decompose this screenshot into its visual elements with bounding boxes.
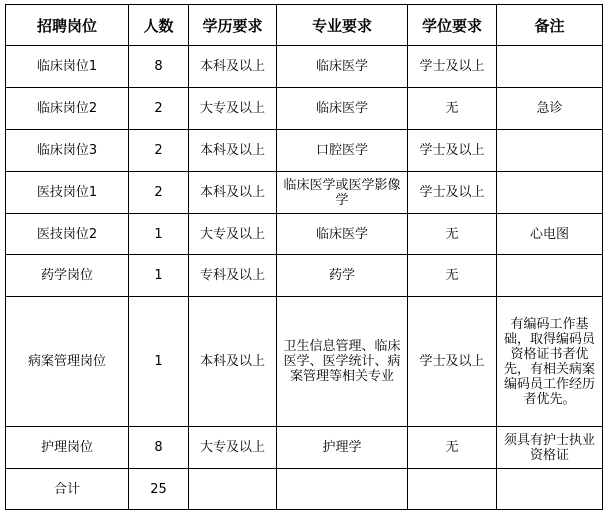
cell-note: 有编码工作基础，取得编码员资格证书者优先，有相关病案编码员工作经历者优先。: [497, 297, 603, 427]
total-empty-cell: [408, 469, 497, 510]
total-count: 25: [129, 469, 189, 510]
cell-note: 急诊: [497, 88, 603, 130]
header-major: 专业要求: [277, 5, 408, 46]
cell-major: 药学: [277, 255, 408, 297]
cell-post: 临床岗位1: [6, 46, 129, 88]
cell-post: 病案管理岗位: [6, 297, 129, 427]
cell-post: 医技岗位2: [6, 214, 129, 255]
cell-major: 临床医学: [277, 88, 408, 130]
cell-note: 须具有护士执业资格证: [497, 427, 603, 469]
total-empty-cell: [277, 469, 408, 510]
cell-post: 医技岗位1: [6, 172, 129, 214]
cell-count: 2: [129, 172, 189, 214]
cell-post: 临床岗位3: [6, 130, 129, 172]
cell-note: [497, 130, 603, 172]
cell-major: 卫生信息管理、临床医学、医学统计、病案管理等相关专业: [277, 297, 408, 427]
cell-degree: 学士及以上: [408, 172, 497, 214]
cell-degree: 学士及以上: [408, 297, 497, 427]
cell-count: 1: [129, 297, 189, 427]
cell-education: 本科及以上: [189, 46, 277, 88]
cell-major: 临床医学: [277, 214, 408, 255]
recruitment-table: [5, 4, 603, 510]
cell-major: 护理学: [277, 427, 408, 469]
header-education: 学历要求: [189, 5, 277, 46]
cell-degree: 无: [408, 255, 497, 297]
cell-degree: 学士及以上: [408, 130, 497, 172]
cell-count: 2: [129, 88, 189, 130]
header-degree: 学位要求: [408, 5, 497, 46]
table-row: [6, 297, 603, 427]
cell-major: 口腔医学: [277, 130, 408, 172]
table-row: [6, 214, 603, 255]
cell-note: [497, 255, 603, 297]
cell-education: 本科及以上: [189, 297, 277, 427]
cell-degree: 无: [408, 88, 497, 130]
cell-degree: 无: [408, 214, 497, 255]
cell-education: 大专及以上: [189, 427, 277, 469]
cell-education: 大专及以上: [189, 214, 277, 255]
cell-post: 护理岗位: [6, 427, 129, 469]
cell-degree: 学士及以上: [408, 46, 497, 88]
cell-note: [497, 172, 603, 214]
cell-note: 心电图: [497, 214, 603, 255]
header-row: [6, 5, 603, 46]
table-row: [6, 88, 603, 130]
cell-count: 1: [129, 214, 189, 255]
cell-degree: 无: [408, 427, 497, 469]
cell-note: [497, 46, 603, 88]
cell-count: 2: [129, 130, 189, 172]
table-row: [6, 172, 603, 214]
header-note: 备注: [497, 5, 603, 46]
header-post: 招聘岗位: [6, 5, 129, 46]
table-row: [6, 255, 603, 297]
cell-count: 8: [129, 427, 189, 469]
table-row: [6, 46, 603, 88]
cell-post: 临床岗位2: [6, 88, 129, 130]
cell-education: 本科及以上: [189, 130, 277, 172]
table-row: [6, 427, 603, 469]
total-empty-cell: [497, 469, 603, 510]
header-count: 人数: [129, 5, 189, 46]
cell-education: 本科及以上: [189, 172, 277, 214]
cell-major: 临床医学或医学影像学: [277, 172, 408, 214]
table-row: [6, 130, 603, 172]
cell-count: 8: [129, 46, 189, 88]
total-label: 合计: [6, 469, 129, 510]
cell-count: 1: [129, 255, 189, 297]
total-row: [6, 469, 603, 510]
cell-education: 专科及以上: [189, 255, 277, 297]
total-empty-cell: [189, 469, 277, 510]
cell-post: 药学岗位: [6, 255, 129, 297]
cell-education: 大专及以上: [189, 88, 277, 130]
cell-major: 临床医学: [277, 46, 408, 88]
